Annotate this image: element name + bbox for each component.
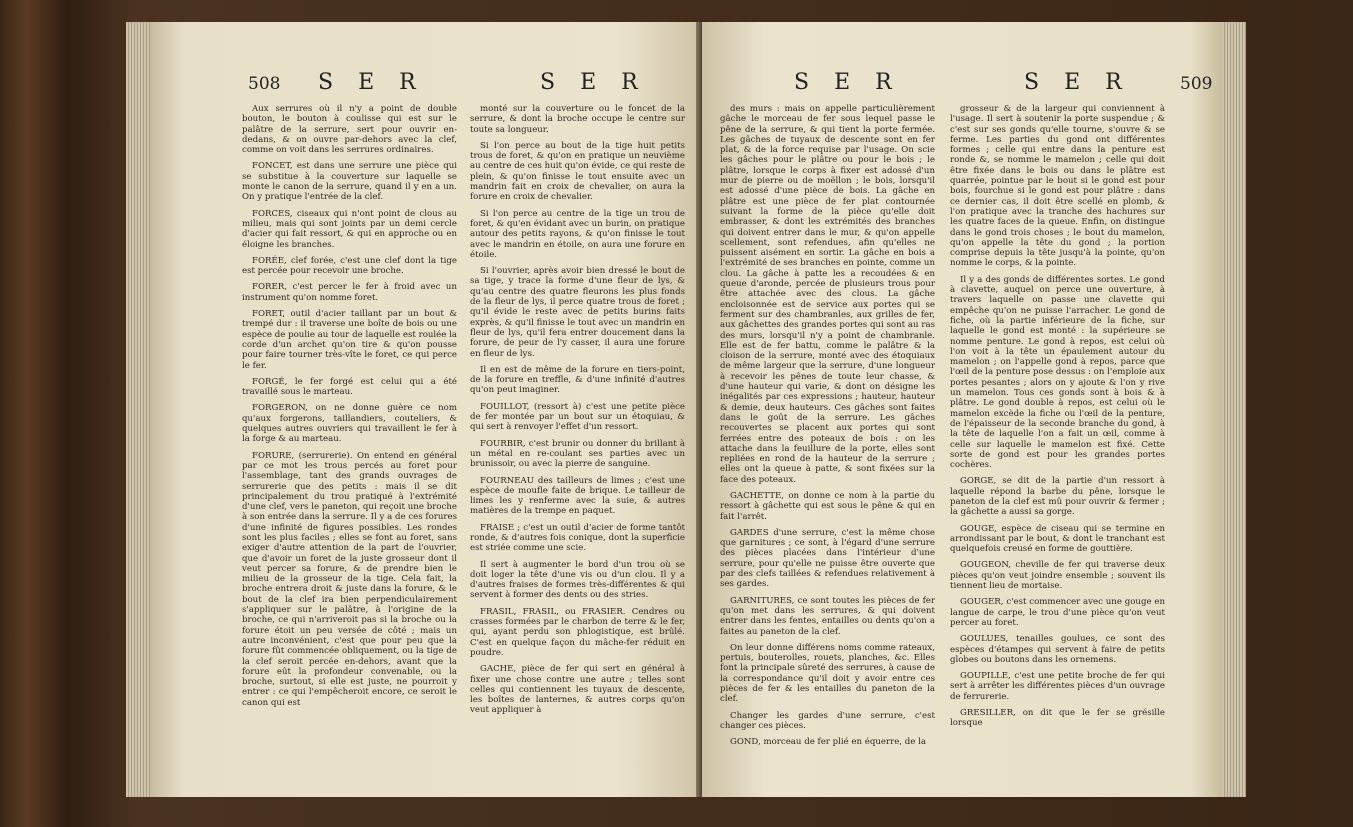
entry-paragraph: FRASIL, FRASIL, ou FRASIER. Cendres ou crasses formées par le charbon de terre & le fer, qui, ayant perdu son phlogistique, est brûlé. C'est en quelque façon du mâche-fer réduit en poudre. — [470, 606, 685, 658]
entry-paragraph: GOND, morceau de fer plié en équerre, de la — [730, 737, 926, 748]
entry-paragraph: Si l'on perce au centre de la tige un trou de foret, & qu'en évidant avec un burin, on pratique autour des petits rayons, & qu'on finisse le tout avec le mandrin en étoile, on aura une forure en étoile. — [470, 208, 685, 260]
entry-paragraph: FORGÉ, le fer forgé est celui qui a été travaillé sous le marteau. — [242, 376, 457, 398]
entry-paragraph: GARDES d'une serrure, c'est la même chose que garnitures ; ce sont, à l'égard d'une serrure des pièces placées dans l'intérieur d'une serrure, pour qu'elle ne puisse être ouverte que par des clefs taillées & refendues relativement à ses gardes. — [720, 527, 935, 590]
entry-paragraph: GOUGE, espèce de ciseau qui se termine en arrondissant par le bout, & dont le tranchant est quelquefois creusé en forme de gouttière. — [950, 523, 1165, 555]
entry-paragraph: FOUILLOT, (ressort à) c'est une petite pièce de fer montée par un bout sur un étoquiau, & qui sert à renvoyer l'effet d'un ressort. — [470, 401, 685, 433]
entry-paragraph: GORGE, se dit de la partie d'un ressort à laquelle répond la barbe du pêne, lorsque le paneton de la clef est mû pour ouvrir & fermer ; la gâchette a aussi sa gorge. — [950, 476, 1165, 518]
left-column-1 — [242, 104, 457, 714]
entry-paragraph: Il sert à augmenter le bord d'un trou où se doit loger la tête d'une vis ou d'un clou. Il y a d'autres fraises de formes très-différentes & qui servent à former des dents ou des stries. — [470, 559, 685, 601]
entry-paragraph: Si l'ouvrier, après avoir bien dressé le bout de sa tige, y trace la forme d'une fleur de lys, & qu'au centre des quatre fleurons les plus fonds de la fleur de lys, il perce quatre trous de foret ; qu'il évide le reste avec de petits burins faits exprès, & qu'il finisse le tout avec un mandrin en fleur de lys, qu'il fera entrer doucement dans la forure, de peur de l'y casser, il aura une forure en fleur de lys. — [470, 266, 685, 359]
entry-paragraph: FRAISE ; c'est un outil d'acier de forme tantôt ronde, & d'autres fois conique, dont la superficie est striée comme une scie. — [470, 522, 685, 554]
right-page-number: 509 — [1180, 74, 1213, 94]
right-column-2 — [950, 104, 1165, 735]
entry-paragraph: Aux serrures où il n'y a point de double bouton, le bouton à coulisse qui est sur le palâtre de la serrure, sert pour ouvrir en-dedans, & on ouvre par-dehors avec la clef, comme on voit dans les serrures ordinaires. — [242, 104, 457, 156]
entry-paragraph: GACHETTE, on donne ce nom à la partie du ressort à gâchette qui est sous le pêne & qui en fait l'arrêt. — [720, 490, 935, 522]
entry-paragraph: GOUGER, c'est commencer avec une gouge en langue de carpe, le trou d'une pièce qu'on veut percer au foret. — [950, 597, 1165, 628]
entry-paragraph: Changer les gardes d'une serrure, c'est changer ces pièces. — [720, 710, 935, 731]
entry-paragraph: FONCET, est dans une serrure une pièce qui se substitue à la couverture sur laquelle se monte le canon de la serrure, quand il y en a un. On y pratique l'entrée de la clef. — [242, 161, 457, 203]
entry-paragraph: GACHE, pièce de fer qui sert en général à fixer une chose contre une autre ; telles sont celles qui contiennent les tuyaux de descente, les boîtes de lanternes, & autres corps qu'on veut appliquer à — [470, 664, 685, 716]
left-page-number: 508 — [248, 74, 281, 94]
left-page — [150, 22, 702, 797]
entry-paragraph: On leur donne différens noms comme rateaux, pertuis, bouterolles, rouets, planches, &c. Elles font la principale sûreté des serrures, à cause de la correspondance qu'il doit y avoir entre ces pièces de fer & les entailles du paneton de la clef. — [720, 642, 935, 705]
right-running-head-1: S E R — [794, 70, 901, 95]
entry-paragraph: FORET, outil d'acier taillant par un bout & trempé dur : il traverse une boîte de bois ou une espèce de poulie au tour de laquelle est roulée la corde d'un archet qu'on tire & qu'on pousse pour faire tourner très-vîte le foret, ce qui perce le fer. — [242, 309, 457, 371]
entry-paragraph: GARNITURES, ce sont toutes les pièces de fer qu'on met dans les serrures, & qui doivent entrer dans les fentes, entailles ou dents qu'on a faites au paneton de la clef. — [720, 595, 935, 637]
entry-paragraph: monté sur la couverture ou le foncet de la serrure, & dont la broche occupe le centre sur toute sa longueur. — [470, 104, 685, 135]
entry-paragraph: FOURNEAU des tailleurs de limes ; c'est une espèce de moufle faite de brique. Le tailleur de limes les y renferme avec la suie, & autres matières de la trempe en paquet. — [470, 475, 685, 517]
entry-paragraph: Si l'on perce au bout de la tige huit petits trous de foret, & qu'on en pratique un neuvième au centre de ces huit qu'on évide, ce qui reste de plein, & qu'on finisse le tout ensuite avec un mandrin fait en croix de chevalier, on aura la forure en croix de chevalier. — [470, 140, 685, 203]
entry-paragraph: GOUGEON, cheville de fer qui traverse deux pièces qu'on veut joindre ensemble ; souvent ils tiennent lieu de mortaise. — [950, 560, 1165, 592]
entry-paragraph: Il en est de même de la forure en tiers-point, de la forure en treffle, & d'une infinité d'autres qu'on peut imaginer. — [470, 364, 685, 396]
entry-paragraph: GOUPILLE, c'est une petite broche de fer qui sert à arrêter les différentes pièces d'un ouvrage de ferrurerie. — [950, 671, 1165, 702]
entry-paragraph: FORÉE, clef forée, c'est une clef dont la tige est percée pour recevoir une broche. — [242, 255, 457, 277]
left-page-edge — [126, 22, 150, 797]
entry-paragraph: des murs : mais on appelle particulièrement gâche le morceau de fer sous lequel passe le pêne de la serrure, & qui tient la porte fermée. Les gâches de tuyaux de descente sont en fer plat, & de la force requise par l'usage. On scie les gâches pour le plâtre ou pour le bois ; le plâtre, lorsque le corps à fixer est adossé d'un mur de pierre ou de moëllon ; le bois, lorsqu'il est adossé d'une pièce de bois. La gâche en plâtre est une pièce de fer plat contournée suivant la forme de la pièce qu'elle doit embrasser, & dont les extrémités des branches qui doivent entrer dans le mur, & qu'on appelle scellement, sont refendues, afin qu'elles ne puissent aisément en sortir. La gâche en bois a l'extrémité de ses branches en pointe, comme un clou. La gâche à patte les a recoudées & en queue d'aronde, percée de plusieurs trous pour être attachée avec des clous. La gâche encloisonnée est de service aux portes qui se ferment sur des chambranles, aux grilles de fer, aux gâchettes des grandes portes qui sont au ras des murs, lorsqu'il n'y a point de chambranle. Elle est de fer battu, comme le palâtre & la cloison de la serrure, monté avec des étoquiaux de même largeur que la serrure, d'une longueur à recevoir les pênes de toute leur chasse, & d'une hauteur qui varie, & dont on désigne les inégalités par ces expressions ; hauteur, hauteur & demie, deux hauteurs. Ces gâches sont faites dans le goût de la serrure. Les gâches recouvertes se placent aux portes qui sont ferrées entre des poteaux de bois : on les attache dans la feuillure de la porte, elles sont repliées en rond de la hauteur de la serrure ; elles ont la queue à patte, & sont fixées sur la face des poteaux. — [720, 104, 935, 485]
left-running-head-1: S E R — [318, 70, 425, 95]
right-column-1 — [720, 104, 935, 754]
entry-paragraph: FORURE, (serrurerie). On entend en général par ce mot les trous percés au foret pour l'assemblage, tant des grands ouvrages de serrurerie que des petits : mais il se dit principalement du trou pratiqué à l'extrémité d'une clef, vers le paneton, qui reçoit une broche à son entrée dans la serrure. Il y a de ces forures d'une infinité de figures possibles. Les rondes sont les plus faciles ; elles se font au foret, sans exiger d'autre attention de la part de l'ouvrier, que d'avoir un foret de la juste grosseur dont il veut percer sa forure, & de prendre bien le milieu de la grosseur de la tige. Cela fait, la broche entrera droit & juste dans la forure, & le bout de la clef ira bien perpendiculairement s'appliquer sur le palâtre, à l'origine de la broche, ce qui n'arriveroit pas si la broche ou la forure étoit un peu versée de côté ; mais un autre inconvénient, c'est que pour peu que la forure fût commencée obliquement, ou la tige de la clef seroit percée en-dehors, avant que la forure eût la profondeur convenable, ou la broche, surtout, si elle est juste, ne pourroit y entrer : ce qui l'empêcheroit encore, ce seroit le canon qui est — [242, 450, 457, 708]
left-running-head-2: S E R — [540, 70, 647, 95]
entry-paragraph: FORER, c'est percer le fer à froid avec un instrument qu'on nomme foret. — [242, 282, 457, 303]
entry-paragraph: grosseur & de la largeur qui conviennent à l'usage. Il sert à soutenir la porte suspendue ; & c'est sur ses gonds qu'elle tourne, s'ouvre & se ferme. Les parties du gond ont différentes formes ; celle qui entre dans la penture est ronde &, se nomme le mamelon ; celle qui doit être fixée dans le bois ou dans le plâtre est quarrée, pointue par le bout si le gond est pour bois, fourchue si le gond est pour plâtre : dans ce dernier cas, il doit être scellé en plomb, & l'on pratique avec la tranche des hachures sur les quatre faces de la queue. Enfin, on distingue dans le gond trois choses ; le bout du mamelon, qu'on appelle la tête du gond ; la portion comprise depuis la tête jusqu'à la pointe, qu'on nomme le corps, & la pointe. — [950, 104, 1165, 269]
right-running-head-2: S E R — [1024, 70, 1131, 95]
entry-paragraph: FORGERON, on ne donne guère ce nom qu'aux forgerons, taillandiers, couteliers, & quelques autres ouvriers qui travaillent le fer à la forge & au marteau. — [242, 403, 457, 445]
entry-paragraph: FORCES, ciseaux qui n'ont point de clous au milieu, mais qui sont joints par un demi cercle d'acier qui fait ressort, & qui en approche ou en éloigne les branches. — [242, 208, 457, 250]
entry-paragraph: Il y a des gonds de différentes sortes. Le gond à clavette, auquel on perce une ouverture, à travers laquelle on passe une clavette qui empêche qu'on ne puisse l'arracher. Le gond de fiche, où la partie inférieure de la fiche, sur laquelle le gond est monté : la supérieure se nomme penture. Le gond à repos, est celui où l'on voit à la tête un épaulement autour du mamelon ; on l'appelle gond à repos, parce que l'œil de la penture pose dessus : on l'emploie aux portes pesantes ; alors on y ajoute & l'on y rive un mamelon. Tous ces gonds sont à bois & à plâtre. Le gond double à repos, est celui où le mamelon excède la fiche ou l'œil de la penture, de l'épaisseur de la seconde branche du gond, à la tête de laquelle l'on a fait un œil, comme à celle sur laquelle le mamelon est fixé. Cette sorte de gond est pour les grandes portes cochères. — [950, 274, 1165, 471]
left-column-2 — [470, 104, 685, 722]
entry-paragraph: FOURBIR, c'est brunir ou donner du brillant à un métal en re-coulant ses parties avec un brunissoir, ou avec la pierre de sanguine. — [470, 438, 685, 470]
entry-paragraph: GRESILLER, on dit que le fer se grésille lorsque — [950, 708, 1165, 729]
right-page — [702, 22, 1222, 797]
entry-paragraph: GOULUES, tenailles goulues, ce sont des espèces d'étampes qui servent à faire de petits globes ou boutons dans les ornemens. — [950, 634, 1165, 665]
right-page-edge — [1222, 22, 1246, 797]
